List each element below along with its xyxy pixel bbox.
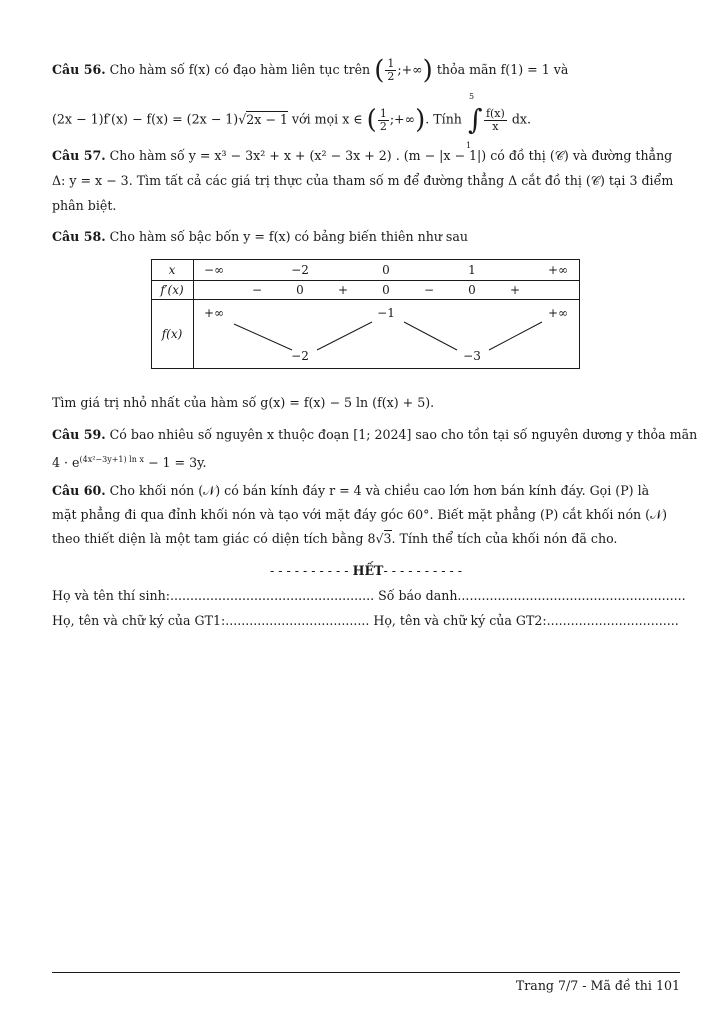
q56-text-4: . Tính xyxy=(425,111,462,127)
q59-text-1: Có bao nhiêu số nguyên x thuộc đoạn [1; 2024] sao cho tồn tại số nguyên dương y thỏa mãn xyxy=(109,427,698,442)
table-fp-val: 0 xyxy=(382,283,390,297)
table-f-label: f(x) xyxy=(161,327,183,341)
table-x-val: +∞ xyxy=(547,263,569,277)
table-fp-val: + xyxy=(337,283,349,297)
sqrt-symbol: √ xyxy=(375,531,384,546)
half-fraction-2: $\frac{1}{2}$ xyxy=(379,106,387,133)
q56-sqrt-arg: 2x − 1 xyxy=(246,111,288,127)
table-x-val: −2 xyxy=(291,263,309,277)
paren-open: ( xyxy=(374,55,385,86)
table-x-val: 0 xyxy=(382,263,390,277)
footer-rule xyxy=(52,972,680,973)
proctor-signature-line: Họ, tên và chữ ký của GT1:.................................... Họ, tên và chữ ký của GT2:................................. xyxy=(52,613,679,628)
q56-text-3: với mọi x ∈ xyxy=(291,111,363,127)
q57-line-2: Δ: y = x − 3. Tìm tất cả các giá trị thực của tham số m để đường thẳng Δ cắt đồ thị (𝒞) tại 3 điểm xyxy=(52,173,674,188)
table-x-val: 1 xyxy=(468,263,476,277)
q60-text-1: Cho khối nón (𝒩) có bán kính đáy r = 4 và chiều cao lớn hơn bán kính đáy. Gọi (P) là xyxy=(109,483,650,498)
integrand-fraction: $\frac{f(x)}{x}$ xyxy=(485,106,505,133)
paren-close: ) xyxy=(422,55,433,86)
end-word: HẾT xyxy=(352,563,384,578)
q57-label: Câu 57. xyxy=(52,148,106,163)
page-footer: Trang 7/7 - Mã đề thi 101 xyxy=(515,978,680,993)
end-marker: - - - - - - - - - - HẾT- - - - - - - - - - xyxy=(269,563,463,578)
q60-line-2: mặt phẳng đi qua đỉnh khối nón và tạo với mặt đáy góc 60°. Biết mặt phẳng (P) cắt khối nón (𝒩) xyxy=(52,507,668,522)
table-fp-val: − xyxy=(423,283,435,297)
q56-text-2: thỏa mãn f(1) = 1 và xyxy=(436,62,569,77)
q56-line-1: Câu 56. Cho hàm số f(x) có đạo hàm liên tục trên ( $\frac{1}{2}$ ;+∞) thỏa mãn f(1) = 1 và xyxy=(52,55,569,86)
sqrt-symbol: √ xyxy=(238,111,247,127)
q56-dx: dx. xyxy=(511,111,531,127)
integral-sign: ∫ 5 1 xyxy=(465,92,483,150)
table-fp-val: + xyxy=(509,283,521,297)
q60-label: Câu 60. xyxy=(52,483,106,498)
q60-line-1 xyxy=(52,482,680,500)
q56-text-1: Cho hàm số f(x) có đạo hàm liên tục trên xyxy=(109,62,371,77)
q56-label: Câu 56. xyxy=(52,62,106,77)
q58-question: Tìm giá trị nhỏ nhất của hàm số g(x) = f(x) − 5 ln (f(x) + 5). xyxy=(52,395,435,410)
q57-line-1 xyxy=(52,147,680,165)
q58-line-1 xyxy=(52,228,680,246)
q59-line-1 xyxy=(52,426,698,444)
table-fp-val: 0 xyxy=(296,283,304,297)
half-fraction: $\frac{1}{2}$ xyxy=(387,57,395,83)
q59-line-2: $4 \cdot e^{(4x^2-3y+1) ln x} - 1 = 3y$. xyxy=(52,455,207,471)
table-fp-label: f′(x) xyxy=(160,283,184,297)
variation-table xyxy=(151,259,580,369)
table-fp-val: − xyxy=(251,283,263,297)
table-f-bottom: −3 xyxy=(463,349,481,363)
table-x-val: −∞ xyxy=(203,263,225,277)
q56-line-2: (2x − 1)f′(x) − f(x) = (2x − 1)√2x − 1 với mọi x ∈ ( $\frac{1}{2}$ ;+∞). Tính ∫ 5 1 $\frac{f(x)}{x}$ dx. xyxy=(52,92,531,150)
q57-line-3: phân biệt. xyxy=(52,198,117,213)
table-x-label: x xyxy=(168,263,176,277)
q58-intro: Cho hàm số bậc bốn y = f(x) có bảng biến thiên như sau xyxy=(109,229,469,244)
q59-label: Câu 59. xyxy=(52,427,106,442)
q60-line-3: theo thiết diện là một tam giác có diện tích bằng 8√3. Tính thể tích của khối nón đã cho. xyxy=(52,531,618,546)
q56-equation: (2x − 1)f′(x) − f(x) = (2x − 1) xyxy=(52,111,239,127)
q59-exponent: (4x²−3y+1) ln x xyxy=(79,455,144,464)
q57-text-1: Cho hàm số y = x³ − 3x² + x + (x² − 3x + 2) . (m − |x − 1|) có đồ thị (𝒞) và đường thẳng xyxy=(109,148,673,163)
table-f-bottom: −2 xyxy=(291,349,309,363)
table-f-top: +∞ xyxy=(203,306,225,320)
table-f-top: −1 xyxy=(377,306,395,320)
q58-label: Câu 58. xyxy=(52,229,106,244)
candidate-info-line: Họ và tên thí sinh:................................................... Số báo danh......................................................... xyxy=(52,588,686,603)
table-fp-val: 0 xyxy=(468,283,476,297)
table-f-top: +∞ xyxy=(547,306,569,320)
